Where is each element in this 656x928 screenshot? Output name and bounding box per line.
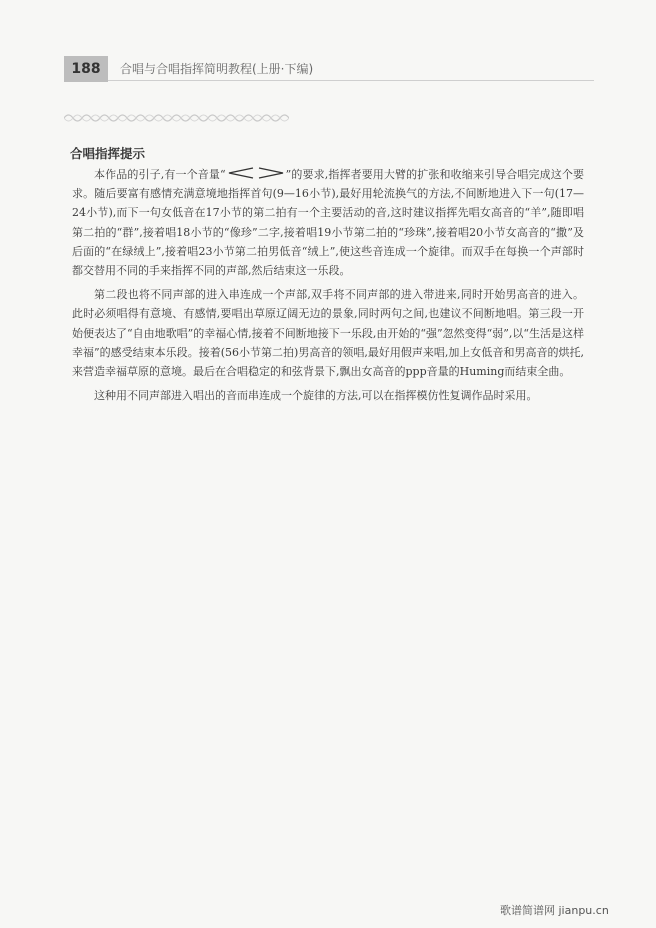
paragraph-2: 第二段也将不同声部的进入串连成一个声部,双手将不同声部的进入带进来,同时开始男高音的进入。此时必须唱得有意境、有感情,要唱出草原辽阔无边的景象,同时两句之间,也建议不间断地唱。第三段一开始便表达了“自由地歌唱”的幸福心情,接着不间断地接下一乐段,由开始的“强”忽然变得“弱”,以“生活是这样幸福”的感受结束本乐段。接着(56小节第二拍)男高音的领唱,最好用假声来唱,加上女低音和男高音的烘托,来营造幸福草原的意境。最后在合唱稳定的和弦背景下,飘出女高音的ppp音量的Huming而结束全曲。 <box>72 288 584 379</box>
running-title: 合唱与合唱指挥简明教程(上册·下编) <box>120 62 314 76</box>
paragraph-1 <box>72 165 584 280</box>
crescendo-decrescendo-hairpin-icon <box>227 167 285 179</box>
page-header <box>64 56 594 84</box>
watermark: 歌谱简谱网 jianpu.cn <box>500 904 609 917</box>
header-rule <box>108 80 594 81</box>
section-heading: 合唱指挥提示 <box>70 146 146 161</box>
paragraph-3: 这种用不同声部进入唱出的音而串连成一个旋律的方法,可以在指挥模仿性复调作品时采用。 <box>94 389 538 403</box>
page-number: 188 <box>71 61 101 77</box>
paragraph-1-text-after: ”的要求,指挥者要用大臂的扩张和收缩来引导合唱完成这个要求。随后要富有感情充满意境地指挥首句(9—16小节),最好用轮流换气的方法,不间断地进入下一句(17—24小节),而下一句女低音在17小节的第二拍有一个主要活动的音,这时建议指挥先唱女高音的“羊”,随即唱第二拍的“群”,接着唱18小节的“像珍”二字,接着唱19小节第二拍的“珍珠”,接着唱20小节女高音的“撒”及后面的“在绿绒上”,接着唱23小节第二拍男低音“绒上”,使这些音连成一个旋律。而双手在每换一个声部时都交替用不同的手来指挥不同的声部,然后结束这一乐段。 <box>72 168 585 278</box>
page-number-box <box>64 56 108 82</box>
body-text <box>72 165 584 405</box>
wavy-ornament-divider-icon <box>64 112 289 124</box>
paragraph-1-text-before: 本作品的引子,有一个音量“ <box>94 168 226 181</box>
